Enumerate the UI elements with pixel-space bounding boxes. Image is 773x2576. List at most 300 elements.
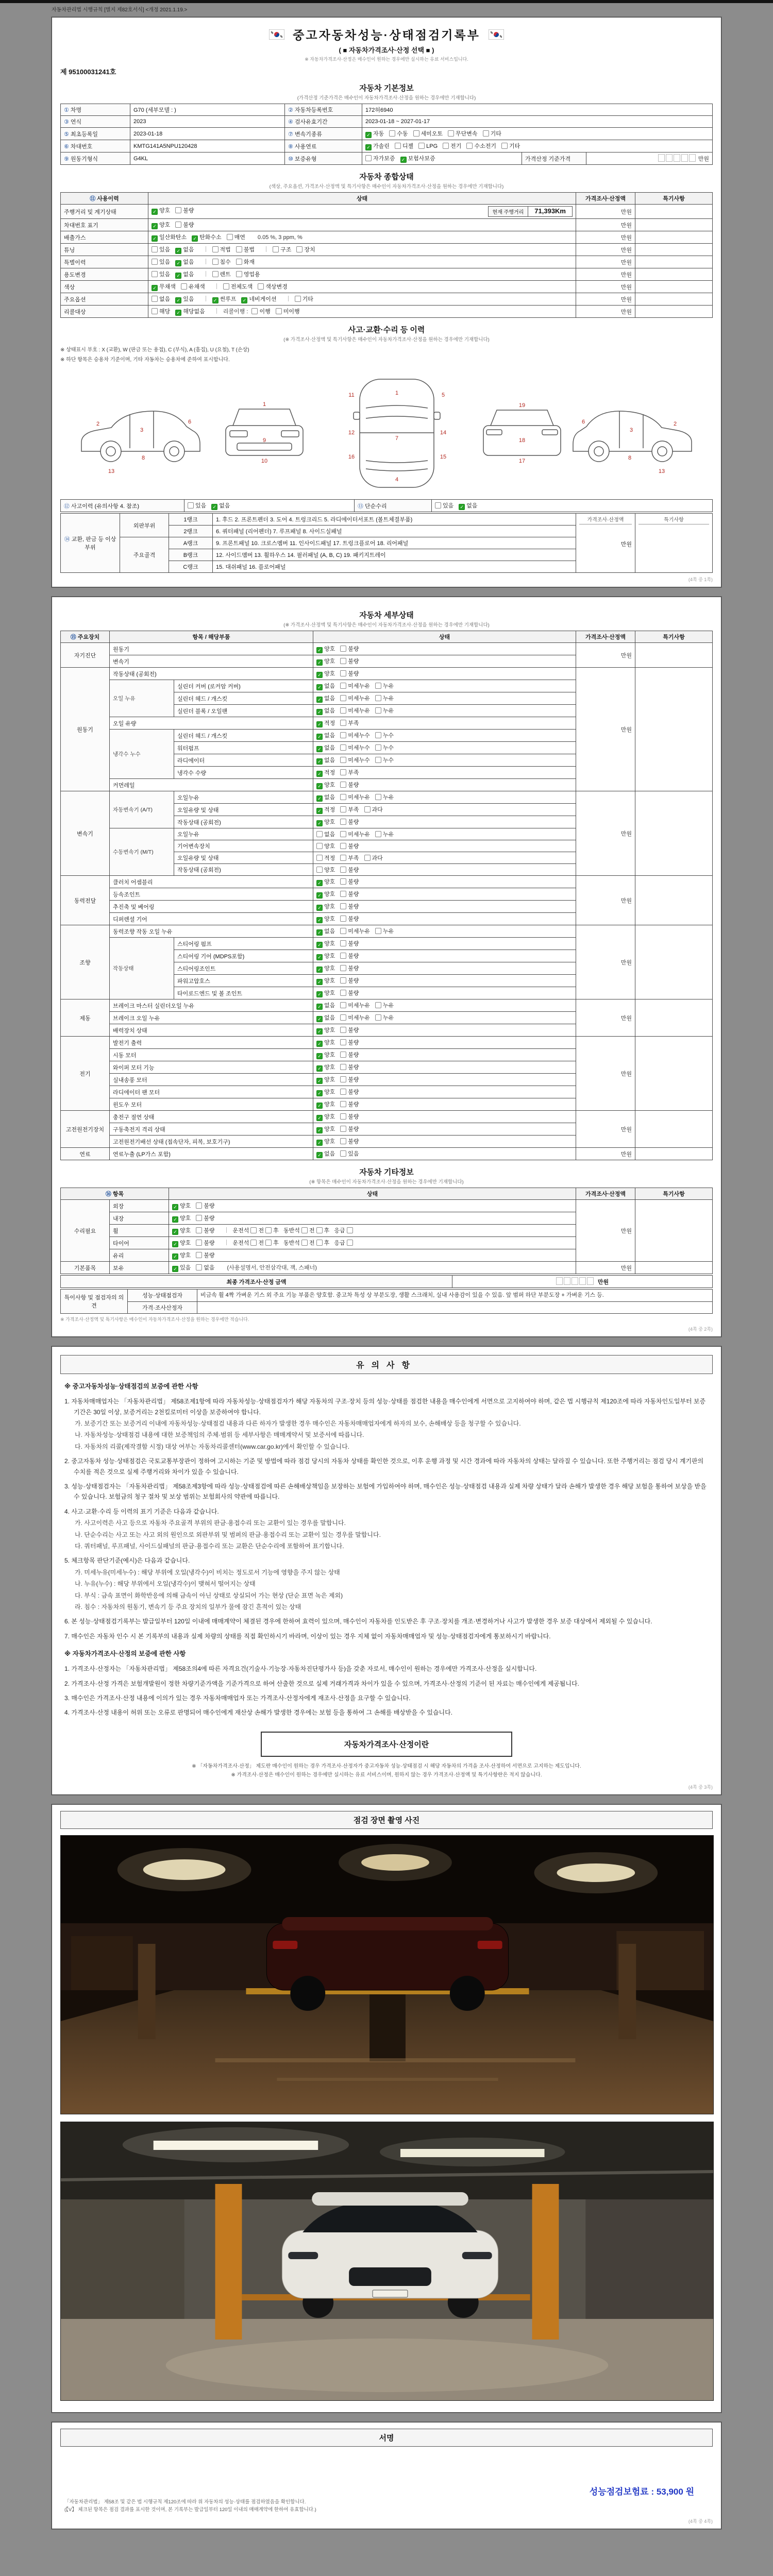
table-row: 구동축전지 격리 상태 ✓ 양호 불량 [61, 1123, 713, 1136]
checkbox-침수[interactable] [212, 259, 219, 265]
checkbox-미세누유[interactable] [340, 794, 346, 800]
checkbox-불법[interactable] [236, 246, 242, 252]
option-침수: 침수 [212, 258, 231, 266]
checkbox-있음[interactable] [152, 271, 158, 277]
option-이행: 이행 [251, 307, 270, 315]
svg-text:11: 11 [348, 392, 355, 398]
table-row: ③ 연식 2023 ④ 검사유효기간 2023-01-18 ~ 2027-01-17 [61, 116, 713, 128]
option-양호: ✓ 양호 [316, 1038, 335, 1047]
option-과다: 과다 [364, 854, 383, 862]
inspection-photo-2 [60, 2122, 714, 2401]
price-appraisal-note: ※ 가격조사·산정은 매수인이 원하는 경우에만 실시하는 유료 서비스이며, 원하지 않는 경우 가격조사·산정액 및 특기사항란은 적지 않습니다. [231, 1772, 542, 1778]
table-row: 기본품목 보유 ✓ 있음 없음 (사용설명서, 안전삼각대, 잭, 스패너) 만원 [61, 1262, 713, 1274]
checkbox-기타[interactable] [295, 296, 301, 302]
checkbox-불량[interactable] [340, 819, 346, 825]
option-누유: 누유 [375, 1013, 394, 1022]
checkbox-양호[interactable]: ✓ [316, 942, 323, 948]
option-미세누유: 미세누유 [340, 682, 370, 690]
svg-text:12: 12 [348, 430, 355, 436]
table-row: ⑨ 원동기형식 G4KL ⑩ 보증유형 자가보증 ✓ 보험사보증 가격산정 기준가격 만원 [61, 152, 713, 165]
notice-subitem: 다. 쿼터패널, 루프패널, 사이드실패널의 판금·용접수리 또는 교환은 단순수리에 포함하여 표기합니다. [75, 1542, 344, 1550]
checkbox-불량[interactable] [196, 1227, 202, 1233]
option-없음: ✓ 없음 [316, 793, 335, 802]
notice-items2 [64, 1664, 709, 1718]
panel-detail-state [52, 597, 721, 1337]
checkbox-없음[interactable]: ✓ [316, 734, 323, 740]
table-row: ① 차명 G70 (세부모델 : ) ② 자동차등록번호 172허6940 [61, 104, 713, 116]
exchange-repair-table-container [60, 513, 713, 573]
option-없음: ✓ 없음 [175, 270, 194, 279]
option-양호: ✓ 양호 [316, 1125, 335, 1133]
price-appraisal-box-notes [60, 1762, 713, 1780]
option-미세누유: 미세누유 [340, 706, 370, 715]
table-row: 변속기 ✓ 양호 불량 [61, 655, 713, 668]
checkbox-없음[interactable]: ✓ [175, 260, 181, 266]
checkbox-과다[interactable] [364, 855, 371, 861]
table-row: 특별이력 있음 ✓ 없음 침수 화재 만원 [61, 256, 713, 268]
checkbox-누수[interactable] [375, 757, 381, 763]
table-row: C랭크 15. 대쉬패널 16. 플로어패널 [61, 561, 713, 573]
checkbox-불량[interactable] [340, 782, 346, 788]
checkbox-양호[interactable]: ✓ [316, 905, 323, 911]
checkbox-전기[interactable] [443, 143, 449, 149]
checkbox-자가보증[interactable] [365, 155, 372, 161]
checkbox-있음[interactable] [152, 259, 158, 265]
option-있음: ✓ 있음 [175, 295, 194, 303]
checkbox-양호[interactable]: ✓ [316, 1053, 323, 1059]
detail-state-table: ⑮ 주요장치 항목 / 해당부품 상태 가격조사·산정액 특기사항 자기진단 원동기 ✓ 양호 불량 만원 변속기 ✓ 양호 불량 원동기 작동상태 (공회전) ✓ 양호 불량 만원 오일 누유 실린더 커버 (로커암 커버) ✓ 없음 미세누유 누유 실린더 헤드 / 개스킷 ✓ 없음 미세누유 누유 실린더 블록 / 오일팬 ✓ 없음 미세누유 누유 오일 유량 ✓ 적정 부족 냉각수 누수 실린더 헤드 / 개스킷 ✓ 없음 미세누수 누수 워터펌프 ✓ 없음 미세누수 누수 라디에이터 ✓ 없음 미세누수 누수 냉각수 수량 ✓ 적정 부족 커먼레일 ✓ 양호 불량 변속기 자동변속기 (A/T) 오일누유 ✓ 없음 미세누유 누유 만원 오일유량 및 상태 ✓ 적정 부족 과다 작동상태 (공회전) ✓ 양호 불량 수동변속기 (M/T) 오일누유 없음 미세누유 누유 기어변속장치 양호 불량 오일유량 및 상태 적정 부족 과다 작동상태 (공회전) 양호 불량 동력전달 클러치 어셈블리 ✓ 양호 불량 만원 등속조인트 ✓ 양호 불량 추진축 및 베어링 ✓ 양호 불량 디퍼렌셜 기어 ✓ 양호 불량 조향 동력조향 작동 오일 누유 ✓ 없음 미세누유 누유 만원 작동상태 스티어링 펌프 ✓ 양호 불량 스티어링 기어 (MDPS포함) ✓ 양호 불량 스티어링조인트 ✓ 양호 불량 파워고압호스 ✓ 양호 불량 타이로드엔드 및 볼 조인트 ✓ 양호 불량 제동 브레이크 마스터 실린더오일 누유 ✓ 없음 미세누유 누유 만원 브레이크 오일 누유 ✓ 없음 미세누유 누유 배력장치 상태 ✓ 양호 불량 전기 발전기 출력 ✓ 양호 불량 만원 시동 모터 ✓ 양호 불량 와이퍼 모터 기능 ✓ 양호 불량 실내송풍 모터 ✓ 양호 불량 라디에이터 팬 모터 ✓ 양호 불량 윈도우 모터 ✓ 양호 불량 고전원전기장치 충전구 절연 상태 ✓ 양호 불량 만원 구동축전지 격리 상태 ✓ 양호 불량 고전원전기배선 상태 (접속단자, 피복, 보호기구) ✓ 양호 불량 연료 연료누출 (LP가스 포함) ✓ 없음 있음 만원 [60, 631, 713, 1160]
checkbox-불량[interactable] [340, 658, 346, 664]
checkbox-미세누유[interactable] [340, 1002, 346, 1008]
checkbox-불량[interactable] [340, 1039, 346, 1045]
checkbox-양호[interactable]: ✓ [152, 223, 158, 229]
option-부족: 부족 [340, 805, 359, 814]
checkbox-불량[interactable] [175, 222, 181, 228]
checkbox-양호[interactable]: ✓ [316, 954, 323, 960]
option-누수: 누수 [375, 731, 394, 739]
checkbox-양호[interactable]: ✓ [316, 892, 323, 899]
table-row: 고전원전기장치 충전구 절연 상태 ✓ 양호 불량 만원 [61, 1111, 713, 1123]
checkbox-양호[interactable]: ✓ [316, 1140, 323, 1146]
checkbox-position[interactable] [301, 1227, 308, 1233]
checkbox-양호[interactable]: ✓ [316, 967, 323, 973]
checkbox-렌트[interactable] [212, 271, 219, 277]
checkbox-position[interactable] [250, 1227, 257, 1233]
checkbox-이행[interactable] [251, 308, 258, 314]
option-없음: 없음 [196, 1263, 214, 1272]
checkbox-position[interactable] [265, 1240, 272, 1246]
page-footer-3: (4쪽 중 3쪽) [688, 1784, 713, 1790]
checkbox-미세누수[interactable] [340, 757, 346, 763]
option-수동: 수동 [389, 129, 408, 138]
checkbox-미세누수[interactable] [340, 732, 346, 738]
checkbox-양호[interactable]: ✓ [316, 647, 323, 653]
checkbox-양호[interactable]: ✓ [316, 1028, 323, 1035]
option-장치: 장치 [296, 245, 315, 253]
svg-text:1: 1 [262, 401, 266, 408]
svg-text:16: 16 [348, 454, 355, 460]
form-reference: 자동차관리법 시행규칙 [별지 제82호서식] <개정 2021.1.19.> [52, 7, 188, 13]
checkbox-양호[interactable] [316, 867, 323, 873]
notice-subitem: 가. 미세누유(미세누수) : 해당 부위에 오일(냉각수)이 비치는 정도로서 기능에 영향을 주지 않는 상태 [75, 1568, 340, 1576]
option-양호: ✓ 양호 [316, 952, 335, 960]
option-네비게이션: ✓ 네비게이션 [241, 295, 276, 303]
checkbox-양호[interactable]: ✓ [316, 1065, 323, 1072]
option-탄화수소: ✓ 탄화수소 [192, 233, 222, 242]
checkbox-기타[interactable] [501, 143, 508, 149]
checkbox-불량[interactable] [340, 1076, 346, 1082]
option-기타: 기타 [483, 129, 501, 138]
option-불량: 불량 [196, 1226, 214, 1234]
checkbox-없음[interactable] [316, 831, 323, 837]
checkbox-양호[interactable]: ✓ [316, 1090, 323, 1096]
checkbox-없음[interactable]: ✓ [316, 709, 323, 715]
checkbox-매연[interactable] [227, 234, 233, 240]
checkbox-양호[interactable]: ✓ [316, 1103, 323, 1109]
table-row: 라디에이터 ✓ 없음 미세누수 누수 [61, 754, 713, 767]
table-row: 오일 유량 ✓ 적정 부족 [61, 717, 713, 730]
table-row: ⑫ 사고이력 (유의사항 4. 참조) 있음 ✓ 없음 ⑬ 단순수리 있음 ✓ 없음 [61, 500, 713, 512]
checkbox-없음[interactable]: ✓ [316, 746, 323, 752]
checkbox-불량[interactable] [340, 867, 346, 873]
option-화재: 화재 [236, 258, 255, 266]
option-일산화탄소: ✓ 일산화탄소 [152, 233, 187, 242]
checkbox-미세누유[interactable] [340, 928, 346, 934]
option-누유: 누유 [375, 694, 394, 702]
option-적정: 적정 [316, 854, 335, 862]
notice-item: 4. 사고·교환·수리 등 이력의 표기 기준은 다음과 같습니다. [64, 1507, 219, 1515]
table-row: 기어변속장치 양호 불량 [61, 840, 713, 852]
panel-signature [52, 2422, 721, 2529]
checkbox-불량[interactable] [340, 1089, 346, 1095]
checkbox-양호[interactable]: ✓ [316, 820, 323, 826]
checkbox-없음[interactable] [196, 1264, 202, 1270]
checkbox-과다[interactable] [364, 806, 371, 812]
table-row: 휠 ✓ 양호 불량 운전석 전 후 동반석 전 후 응급 [61, 1225, 713, 1237]
checkbox-양호[interactable]: ✓ [316, 1115, 323, 1121]
table-row: 등속조인트 ✓ 양호 불량 [61, 888, 713, 901]
checkbox-부족[interactable] [340, 720, 346, 726]
checkbox-보험사보증[interactable]: ✓ [400, 157, 407, 163]
table-row: 수리필요 외장 ✓ 양호 불량 만원 [61, 1200, 713, 1212]
checkbox-전체도색[interactable] [223, 283, 229, 290]
checkbox-불량[interactable] [196, 1202, 202, 1209]
checkbox-position[interactable] [301, 1240, 308, 1246]
checkbox-불량[interactable] [340, 646, 346, 652]
checkbox-없음[interactable]: ✓ [316, 1004, 323, 1010]
checkbox-양호[interactable]: ✓ [316, 1127, 323, 1133]
checkbox-누유[interactable] [375, 707, 381, 714]
checkbox-양호[interactable]: ✓ [172, 1253, 178, 1260]
checkbox-불량[interactable] [340, 990, 346, 996]
option-불량: 불량 [340, 939, 359, 947]
checkbox-미세누유[interactable] [340, 831, 346, 837]
checkbox-불량[interactable] [196, 1252, 202, 1258]
checkbox-불량[interactable] [340, 1138, 346, 1144]
checkbox-불량[interactable] [340, 878, 346, 885]
checkbox-누유[interactable] [375, 683, 381, 689]
checkbox-양호[interactable]: ✓ [316, 1041, 323, 1047]
option-불량: 불량 [340, 914, 359, 923]
table-row: 디퍼렌셜 기어 ✓ 양호 불량 [61, 913, 713, 925]
option-누유: 누유 [375, 830, 394, 838]
option-수소전기: 수소전기 [466, 142, 496, 150]
checkbox-누유[interactable] [375, 794, 381, 800]
option-불량: 불량 [340, 1112, 359, 1121]
signature-title: 서명 [60, 2429, 713, 2447]
checkbox-부족[interactable] [340, 855, 346, 861]
section-note-basic: (가격산정 기준가격은 매수인이 자동차가격조사·산정을 원하는 경우에만 기재합니다) [297, 95, 476, 101]
checkbox-불량[interactable] [340, 953, 346, 959]
section-note-etc: (※ 항목은 매수인이 자동차가격조사·산정을 원하는 경우에만 기재합니다) [309, 1179, 464, 1185]
checkbox-수소전기[interactable] [466, 143, 473, 149]
checkbox-양호[interactable]: ✓ [316, 979, 323, 985]
checkbox-있음[interactable] [340, 1150, 346, 1157]
signature-note-2: (【V】 체크된 항목은 점검 결과를 표시한 것이며, 본 기록부는 발급일부터 120일 이내의 매매계약에 한하여 유효합니다.) [64, 2506, 316, 2513]
option-양호: ✓ 양호 [316, 657, 335, 666]
checkbox-일산화탄소[interactable]: ✓ [152, 235, 158, 242]
checkbox-없음[interactable]: ✓ [459, 504, 465, 510]
checkbox-불량[interactable] [196, 1215, 202, 1221]
option-양호: ✓ 양호 [316, 976, 335, 985]
checkbox-적정[interactable]: ✓ [316, 808, 323, 814]
option-없음: ✓ 없음 [316, 743, 335, 752]
checkbox-화재[interactable] [236, 259, 242, 265]
accident-history-table [60, 499, 713, 512]
checkbox-LPG[interactable] [418, 143, 425, 149]
option-기타: 기타 [295, 295, 313, 303]
checkbox-적정[interactable]: ✓ [316, 721, 323, 727]
checkbox-적정[interactable] [316, 855, 323, 861]
checkbox-불량[interactable] [340, 843, 346, 849]
svg-text:6: 6 [188, 419, 192, 425]
option-양호: 양호 [316, 842, 335, 850]
svg-text:5: 5 [441, 392, 445, 398]
option-불량: 불량 [196, 1239, 214, 1247]
checkbox-양호[interactable]: ✓ [172, 1216, 178, 1223]
option-해당없음: ✓ 해당없음 [175, 307, 205, 316]
checkbox-없음[interactable]: ✓ [175, 248, 181, 254]
option-양호: ✓ 양호 [316, 1063, 335, 1072]
option-없음: ✓ 없음 [316, 706, 335, 715]
checkbox-불량[interactable] [340, 670, 346, 676]
checkbox-누유[interactable] [375, 831, 381, 837]
option-양호: ✓ 양호 [316, 877, 335, 886]
notice-subitem: 라. 침수 : 자동차의 원동기, 변속기 등 주요 장치의 일부가 물에 잠긴 흔적이 있는 상태 [75, 1603, 301, 1611]
checkbox-네비게이션[interactable]: ✓ [241, 297, 247, 303]
svg-text:13: 13 [658, 468, 665, 474]
panel-notice [52, 1346, 721, 1795]
checkbox-있음[interactable] [188, 502, 194, 509]
checkbox-가솔린[interactable]: ✓ [365, 144, 372, 150]
checkbox-양호[interactable] [316, 843, 323, 849]
checkbox-불량[interactable] [196, 1240, 202, 1246]
table-row: 고전원전기배선 상태 (접속단자, 피복, 보호기구) ✓ 양호 불량 [61, 1136, 713, 1148]
table-row: 2랭크 6. 쿼터패널 (리어펜더) 7. 루프패널 8. 사이드실패널 [61, 526, 713, 537]
checkbox-양호[interactable]: ✓ [316, 917, 323, 923]
table-row: 와이퍼 모터 기능 ✓ 양호 불량 [61, 1061, 713, 1074]
table-row: 작동상태 (공회전) 양호 불량 [61, 864, 713, 876]
checkbox-미세누유[interactable] [340, 695, 346, 701]
option-매연: 매연 [227, 233, 245, 241]
checkbox-불량[interactable] [340, 891, 346, 897]
checkbox-해당[interactable] [152, 308, 158, 314]
checkbox-미세누유[interactable] [340, 1014, 346, 1021]
checkbox-불량[interactable] [175, 207, 181, 213]
checkbox-양호[interactable]: ✓ [172, 1204, 178, 1210]
checkbox-부족[interactable] [340, 806, 346, 812]
checkbox-position[interactable] [316, 1240, 323, 1246]
checkbox-양호[interactable]: ✓ [316, 783, 323, 789]
checkbox-없음[interactable]: ✓ [175, 273, 181, 279]
option-있음: 있음 [152, 245, 170, 253]
option-양호: ✓ 양호 [316, 1137, 335, 1146]
document-number: 제 95100031241호 [60, 68, 116, 76]
checkbox-누유[interactable] [375, 928, 381, 934]
notice-subitem: 다. 부식 : 금속 표면이 화학반응에 의해 금속이 아닌 상태로 상실되어 가는 현상 (단순 표면 녹은 제외) [75, 1591, 343, 1599]
checkbox-불량[interactable] [340, 1126, 346, 1132]
checkbox-불량[interactable] [340, 1052, 346, 1058]
page-footer-1: (4쪽 중 1쪽) [688, 577, 713, 582]
checkbox-position[interactable] [250, 1240, 257, 1246]
checkbox-양호[interactable]: ✓ [316, 991, 323, 997]
option-유채색: 유채색 [181, 282, 205, 291]
checkbox-적정[interactable]: ✓ [316, 771, 323, 777]
option-양호: ✓ 양호 [316, 1026, 335, 1035]
checkbox-불량[interactable] [340, 965, 346, 971]
checkbox-양호[interactable]: ✓ [172, 1229, 178, 1235]
checkbox-세미오토[interactable] [413, 130, 419, 137]
checkbox-미세누유[interactable] [340, 707, 346, 714]
option-무채색: ✓ 무채색 [152, 282, 176, 291]
document-subtitle: ( ■ 자동차가격조사·산정 선택 ■ ) [339, 46, 434, 54]
checkbox-무단변속[interactable] [448, 130, 454, 137]
option-불량: 불량 [340, 1063, 359, 1071]
option-적정: ✓ 적정 [316, 768, 335, 777]
table-row: 변속기 자동변속기 (A/T) 오일누유 ✓ 없음 미세누유 누유 만원 [61, 791, 713, 804]
checkbox-없음[interactable]: ✓ [316, 697, 323, 703]
option-양호: ✓ 양호 [316, 1100, 335, 1109]
checkbox-불량[interactable] [340, 940, 346, 946]
option-양호: ✓ 양호 [316, 818, 335, 826]
checkbox-누수[interactable] [375, 744, 381, 751]
checkbox-불량[interactable] [340, 1064, 346, 1070]
option-미세누수: 미세누수 [340, 743, 370, 752]
checkbox-없음[interactable]: ✓ [316, 684, 323, 690]
option-세미오토: 세미오토 [413, 129, 443, 138]
checkbox-불량[interactable] [340, 1101, 346, 1107]
checkbox-누수[interactable] [375, 732, 381, 738]
table-row: 타이로드엔드 및 볼 조인트 ✓ 양호 불량 [61, 987, 713, 999]
svg-text:7: 7 [395, 435, 399, 442]
checkbox-불량[interactable] [340, 903, 346, 909]
option-미세누유: 미세누유 [340, 1001, 370, 1009]
option-있음: 있음 [435, 501, 453, 510]
korea-flag-icon [489, 29, 504, 40]
checkbox-position[interactable] [316, 1227, 323, 1233]
checkbox-없음[interactable]: ✓ [316, 795, 323, 802]
option-양호: ✓ 양호 [316, 964, 335, 973]
option-양호: ✓ 양호 [316, 902, 335, 911]
checkbox-position[interactable] [347, 1227, 353, 1233]
checkbox-영업용[interactable] [236, 271, 242, 277]
checkbox-장치[interactable] [296, 246, 303, 252]
option-없음: ✓ 없음 [316, 1013, 335, 1022]
checkbox-미세누수[interactable] [340, 744, 346, 751]
checkbox-유채색[interactable] [181, 283, 187, 290]
checkbox-디젤[interactable] [395, 143, 401, 149]
checkbox-양호[interactable]: ✓ [172, 1241, 178, 1247]
checkbox-있음[interactable]: ✓ [172, 1266, 178, 1272]
checkbox-있음[interactable] [435, 502, 441, 509]
checkbox-수동[interactable] [389, 130, 395, 137]
checkbox-없음[interactable]: ✓ [316, 1152, 323, 1158]
checkbox-누유[interactable] [375, 695, 381, 701]
checkbox-양호[interactable]: ✓ [316, 672, 323, 678]
checkbox-양호[interactable]: ✓ [152, 209, 158, 215]
checkbox-색상변경[interactable] [258, 283, 264, 290]
option-불법: 불법 [236, 245, 255, 253]
option-누유: 누유 [375, 793, 394, 801]
checkbox-없음[interactable]: ✓ [316, 929, 323, 936]
document-subnote: ※ 자동차가격조사·산정은 매수인이 원하는 경우에만 실시하는 유료 서비스입니다. [305, 57, 468, 62]
notice-item: 6. 본 성능·상태점검기록부는 발급일부터 120일 이내에 매매계약이 체결된 경우에 한하여 효력이 있으며, 매수인이 자동차를 인도받은 후 구조·장치를 개조·변경하거나 사고가 발생한 경우 보증 대상에서 제외될 수 있습니다. [64, 1618, 652, 1625]
option-보험사보증: ✓ 보험사보증 [400, 154, 435, 163]
option-없음: ✓ 없음 [316, 731, 335, 740]
option-누유: 누유 [375, 682, 394, 690]
checkbox-탄화수소[interactable]: ✓ [192, 235, 198, 242]
table-row: 오일유량 및 상태 적정 부족 과다 [61, 852, 713, 864]
checkbox-있음[interactable] [152, 246, 158, 252]
checkbox-없음[interactable]: ✓ [316, 1016, 323, 1022]
checkbox-누유[interactable] [375, 1014, 381, 1021]
checkbox-적법[interactable] [212, 246, 219, 252]
checkbox-기타[interactable] [483, 130, 489, 137]
table-row: 작동상태 스티어링 펌프 ✓ 양호 불량 [61, 938, 713, 950]
checkbox-불량[interactable] [340, 1027, 346, 1033]
checkbox-없음[interactable]: ✓ [316, 758, 323, 765]
checkbox-썬루프[interactable]: ✓ [212, 297, 219, 303]
checkbox-양호[interactable]: ✓ [316, 880, 323, 886]
checkbox-없음[interactable]: ✓ [211, 504, 217, 510]
checkbox-해당없음[interactable]: ✓ [175, 310, 181, 316]
checkbox-없음[interactable] [152, 296, 158, 302]
option-불량: 불량 [340, 1088, 359, 1096]
checkbox-누유[interactable] [375, 1002, 381, 1008]
option-불량: 불량 [340, 1038, 359, 1046]
option-불량: 불량 [340, 976, 359, 985]
checkbox-불량[interactable] [340, 1113, 346, 1120]
overall-state-table: ⑪ 사용이력 상태 가격조사·산정액 특기사항 주행거리 및 계기상태 ✓ 양호 불량 현재 주행거리 71,393Km 만원 차대번호 표기 ✓ 양호 불량 만원 배출가스 ✓ 일산화탄소 ✓ 탄화수소 매연 0.05 %, 3 ppm, % 만원 튜닝 있음 ✓ 없음 적법 불법 구조 장치 만원 특별이력 있음 ✓ 없음 침수 화재 만원 용도변경 있음 ✓ 없음 렌트 영업용 만원 색상 ✓ 무채색 유채색 전체도색 색상변경 만원 주요옵션 없음 ✓ 있음 ✓ 썬루프 ✓ 네비게이션 기타 만원 리콜대상 해당 ✓ 해당없음 리콜이행 : 이행 미이행 만원 [60, 192, 713, 318]
checkbox-부족[interactable] [340, 769, 346, 775]
checkbox-양호[interactable]: ✓ [316, 1078, 323, 1084]
checkbox-구조[interactable] [273, 246, 279, 252]
price-appraisal-box [261, 1732, 512, 1757]
option-있음: 있음 [340, 1149, 359, 1158]
checkbox-불량[interactable] [340, 977, 346, 984]
checkbox-있음[interactable]: ✓ [175, 297, 181, 303]
checkbox-자동[interactable]: ✓ [365, 132, 372, 138]
table-row: 리콜대상 해당 ✓ 해당없음 리콜이행 : 이행 미이행 만원 [61, 306, 713, 318]
checkbox-불량[interactable] [340, 916, 346, 922]
checkbox-미이행[interactable] [276, 308, 282, 314]
checkbox-무채색[interactable]: ✓ [152, 285, 158, 291]
checkbox-양호[interactable]: ✓ [316, 659, 323, 666]
checkbox-미세누유[interactable] [340, 683, 346, 689]
checkbox-position[interactable] [265, 1227, 272, 1233]
checkbox-position[interactable] [347, 1240, 353, 1246]
table-row: 주행거리 및 계기상태 ✓ 양호 불량 현재 주행거리 71,393Km 만원 [61, 205, 713, 219]
